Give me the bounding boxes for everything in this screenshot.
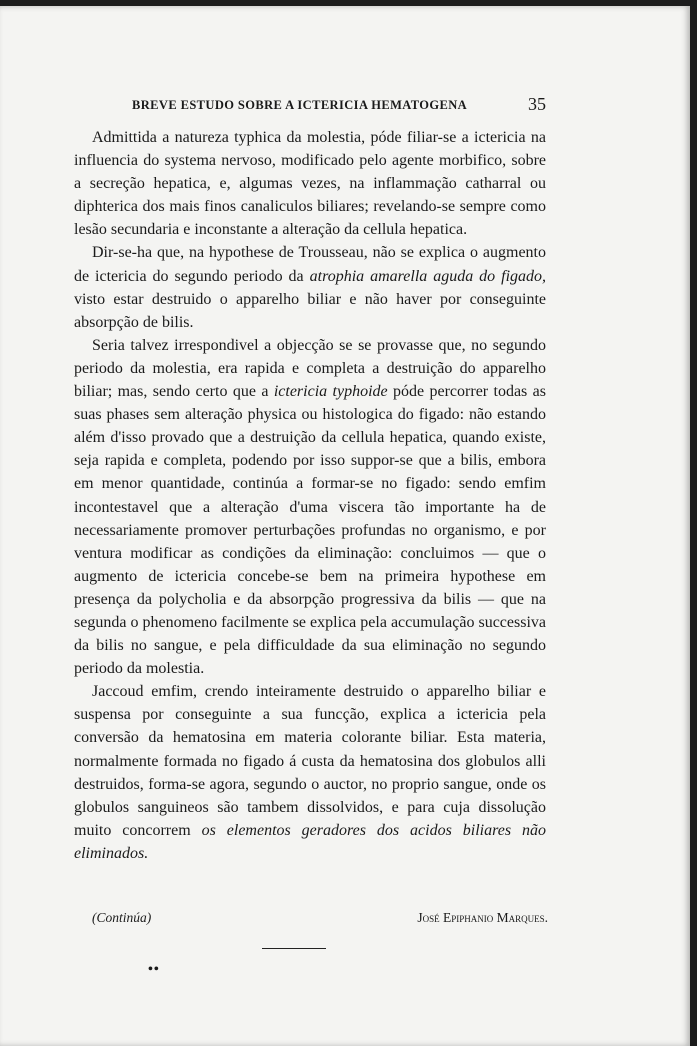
page-header bbox=[74, 94, 546, 114]
text-run: Dir-se-ha que, na hypothese de Trousseau, não se explica o augmento de ictericia do segundo periodo da bbox=[74, 244, 546, 285]
book-page bbox=[0, 6, 690, 1046]
italic-run: ictericia typhoide bbox=[273, 383, 388, 401]
paragraph-3 bbox=[74, 334, 546, 680]
paragraph-1 bbox=[74, 126, 546, 241]
page-number: 35 bbox=[528, 94, 546, 114]
paragraph-4 bbox=[74, 680, 546, 865]
author-signature: José Epiphanio Marques. bbox=[417, 910, 548, 925]
signature-line bbox=[92, 910, 548, 932]
italic-run: os elementos geradores dos acidos biliares não eliminados. bbox=[74, 821, 546, 862]
italic-run: atrophia amarella aguda do figado, bbox=[309, 267, 547, 285]
ornament-dots: •• bbox=[148, 962, 160, 977]
text-run: visto estar destruido o apparelho biliar e não haver por conseguinte absorpção de bilis. bbox=[74, 290, 546, 331]
continua-note: (Continúa) bbox=[92, 910, 152, 925]
text-run: póde percorrer todas as suas phases sem alteração physica ou histologica do figado: não estando além d'isso provado que a destruição da cellula hepatica, quando existe, seja rapida e completa, podendo por isso suppor-se que a bilis, embora em menor quantidade, continúa a formar-se no figado: sendo emfim incontestavel que a alteração d'uma viscera tão importante ha de necessariamente promover perturbações profundas no organismo, e por ventura modificar as condições da eliminação: concluimos — que o augmento de ictericia concebe-se bem na primeira hypothese em presença da polycholia e da absorpção progressiva da bilis — que na segunda o phenomeno facilmente se explica pela accumulação successiva da bilis no sangue, e pela difficuldade da sua eliminação no segundo periodo da molestia. bbox=[74, 383, 546, 678]
running-head: BREVE ESTUDO SOBRE A ICTERICIA HEMATOGENA bbox=[132, 98, 468, 112]
article-body bbox=[74, 126, 546, 865]
text-run: Jaccoud emfim, crendo inteiramente destruido o apparelho biliar e suspensa por conseguinte a sua funcção, explica a ictericia pela conversão da hematosina em materia colorante biliar. Esta materia, normalmente formada no figado á custa da hematosina dos globulos alli destruidos, forma-se agora, segundo o auctor, no proprio sangue, onde os globulos sanguineos são tambem dissolvidos, e para cuja dissolução muito concorrem bbox=[74, 683, 546, 839]
end-rule bbox=[262, 948, 326, 949]
text-run: Seria talvez irrespondivel a objecção se se provasse que, no segundo periodo da molestia, era rapida e completa a destruição do apparelho biliar; mas, sendo certo que a bbox=[74, 336, 546, 401]
paragraph-2 bbox=[74, 241, 546, 333]
text-run: Admittida a natureza typhica da molestia, póde filiar-se a ictericia na influencia do systema nervoso, modificado pelo agente morbifico, sobre a secreção hepatica, e, algumas vezes, na inflammação catharral ou diphterica dos mais finos canaliculos biliares; revelando-se sempre como lesão secundaria e inconstante a alteração da cellula hepatica. bbox=[74, 129, 546, 239]
